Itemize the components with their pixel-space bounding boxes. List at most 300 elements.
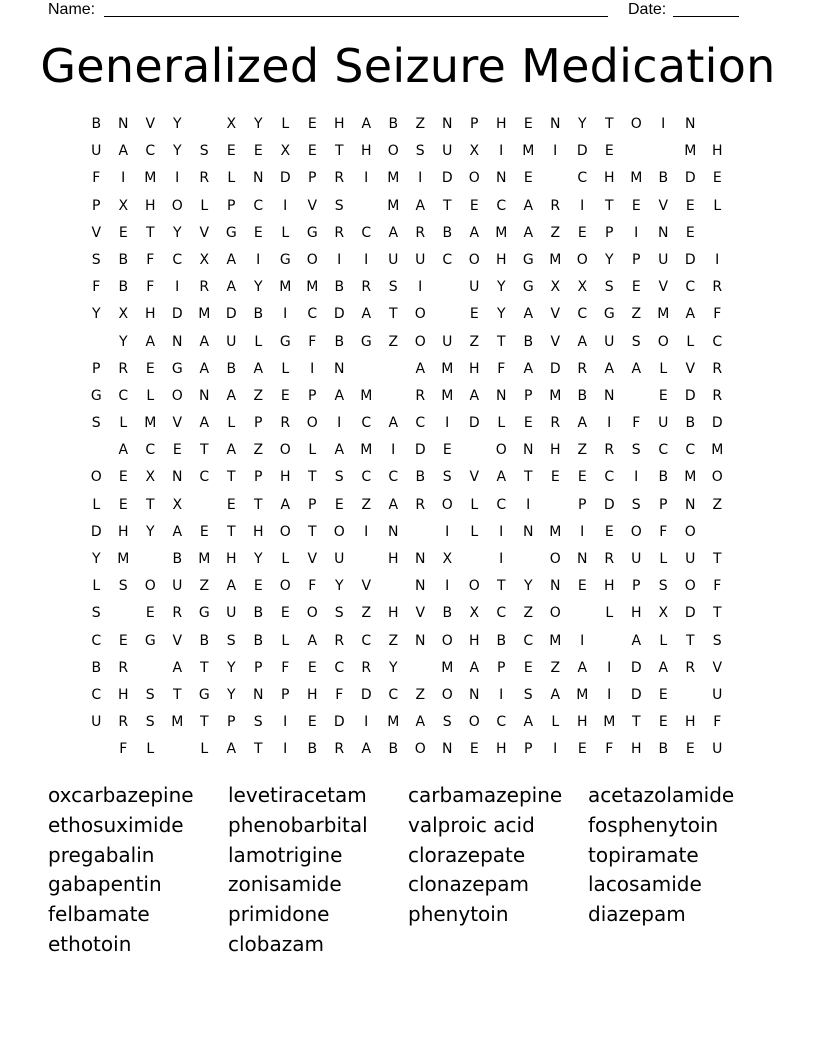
grid-letter[interactable]: R <box>334 632 345 649</box>
grid-letter[interactable]: U <box>442 333 453 350</box>
grid-letter[interactable]: E <box>307 143 318 160</box>
grid-letter[interactable]: I <box>418 279 423 296</box>
grid-letter[interactable]: R <box>361 279 372 296</box>
grid-letter[interactable]: B <box>307 741 318 758</box>
grid-letter[interactable]: D <box>441 170 454 187</box>
grid-letter[interactable]: M <box>684 143 697 160</box>
grid-letter[interactable]: R <box>415 496 426 513</box>
grid-letter[interactable]: C <box>577 306 588 323</box>
grid-letter[interactable]: Y <box>91 306 102 323</box>
grid-letter[interactable]: S <box>631 496 642 513</box>
grid-letter[interactable]: B <box>91 116 102 132</box>
grid-letter[interactable]: B <box>226 360 237 377</box>
grid-letter[interactable]: Z <box>388 632 399 649</box>
grid-letter[interactable]: Z <box>523 605 534 622</box>
grid-letter[interactable]: N <box>172 469 183 486</box>
grid-letter[interactable]: O <box>549 551 562 567</box>
grid-letter[interactable]: V <box>172 632 183 649</box>
grid-letter[interactable]: D <box>711 415 724 432</box>
grid-letter[interactable]: Y <box>388 659 399 676</box>
grid-letter[interactable]: E <box>307 659 318 676</box>
grid-letter[interactable]: R <box>118 360 129 377</box>
grid-letter[interactable]: O <box>90 469 103 486</box>
grid-letter[interactable]: E <box>523 659 534 676</box>
grid-letter[interactable]: Z <box>388 333 399 350</box>
grid-letter[interactable]: Z <box>550 224 561 241</box>
grid-letter[interactable]: H <box>495 741 508 758</box>
grid-letter[interactable]: G <box>198 605 211 622</box>
grid-letter[interactable]: P <box>254 415 263 432</box>
grid-letter[interactable]: A <box>523 306 534 323</box>
grid-letter[interactable]: S <box>631 333 642 350</box>
grid-letter[interactable]: H <box>630 741 643 758</box>
grid-letter[interactable]: B <box>388 116 399 132</box>
grid-letter[interactable]: L <box>281 551 290 567</box>
grid-letter[interactable]: H <box>603 170 616 187</box>
grid-letter[interactable]: S <box>334 605 345 622</box>
grid-letter[interactable]: S <box>145 714 156 731</box>
grid-letter[interactable]: X <box>199 251 210 268</box>
grid-letter[interactable]: H <box>468 360 481 377</box>
grid-letter[interactable]: A <box>199 415 210 432</box>
grid-letter[interactable]: G <box>603 306 616 323</box>
grid-letter[interactable]: I <box>175 279 180 296</box>
grid-letter[interactable]: T <box>712 605 723 622</box>
grid-letter[interactable]: E <box>523 415 534 432</box>
grid-letter[interactable]: R <box>712 360 723 377</box>
grid-letter[interactable]: O <box>279 578 292 595</box>
grid-letter[interactable]: Y <box>523 578 534 595</box>
grid-letter[interactable]: V <box>145 116 156 132</box>
grid-letter[interactable]: V <box>712 659 723 676</box>
grid-letter[interactable]: E <box>118 632 129 649</box>
grid-letter[interactable]: E <box>253 578 264 595</box>
grid-letter[interactable]: Z <box>712 496 723 513</box>
grid-letter[interactable]: A <box>145 333 156 350</box>
grid-letter[interactable]: H <box>468 632 481 649</box>
grid-letter[interactable]: Y <box>577 116 588 132</box>
grid-letter[interactable]: C <box>388 686 399 703</box>
grid-letter[interactable]: U <box>442 143 453 160</box>
grid-letter[interactable]: M <box>576 686 589 703</box>
grid-letter[interactable]: A <box>415 714 426 731</box>
grid-letter[interactable]: Z <box>415 116 426 132</box>
grid-letter[interactable]: I <box>256 251 261 268</box>
grid-letter[interactable]: C <box>199 469 210 486</box>
grid-letter[interactable]: D <box>468 415 481 432</box>
grid-letter[interactable]: I <box>418 170 423 187</box>
grid-letter[interactable]: X <box>226 116 237 132</box>
grid-letter[interactable]: L <box>200 741 209 758</box>
grid-letter[interactable]: N <box>172 333 183 350</box>
grid-letter[interactable]: R <box>712 279 723 296</box>
grid-letter[interactable]: S <box>145 686 156 703</box>
grid-letter[interactable]: C <box>361 469 372 486</box>
grid-letter[interactable]: E <box>577 469 588 486</box>
grid-letter[interactable]: D <box>171 306 184 323</box>
grid-letter[interactable]: G <box>171 360 184 377</box>
grid-letter[interactable]: S <box>334 197 345 214</box>
grid-letter[interactable]: A <box>631 360 642 377</box>
grid-letter[interactable]: A <box>388 415 399 432</box>
grid-letter[interactable]: C <box>523 632 534 649</box>
grid-letter[interactable]: F <box>713 306 722 323</box>
grid-letter[interactable]: V <box>172 415 183 432</box>
grid-letter[interactable]: S <box>631 442 642 459</box>
grid-letter[interactable]: N <box>415 578 426 595</box>
grid-letter[interactable]: E <box>523 116 534 132</box>
grid-letter[interactable]: H <box>387 605 400 622</box>
grid-letter[interactable]: U <box>388 251 399 268</box>
grid-letter[interactable]: H <box>279 469 292 486</box>
grid-letter[interactable]: I <box>310 360 315 377</box>
grid-letter[interactable]: E <box>658 714 669 731</box>
grid-letter[interactable]: U <box>172 578 183 595</box>
grid-letter[interactable]: G <box>279 251 292 268</box>
grid-letter[interactable]: O <box>414 741 427 758</box>
name-blank-line[interactable] <box>104 16 608 17</box>
grid-letter[interactable]: X <box>577 279 588 296</box>
grid-letter[interactable]: E <box>307 116 318 132</box>
grid-letter[interactable]: H <box>684 714 697 731</box>
grid-letter[interactable]: Z <box>361 496 372 513</box>
grid-letter[interactable]: D <box>576 143 589 160</box>
grid-letter[interactable]: H <box>117 686 130 703</box>
grid-letter[interactable]: T <box>145 224 156 241</box>
grid-letter[interactable]: C <box>361 632 372 649</box>
grid-letter[interactable]: F <box>308 333 317 350</box>
grid-letter[interactable]: O <box>468 170 481 187</box>
grid-letter[interactable]: N <box>604 387 615 404</box>
grid-letter[interactable]: U <box>685 551 696 567</box>
grid-letter[interactable]: H <box>711 143 724 160</box>
grid-letter[interactable]: N <box>469 686 480 703</box>
grid-letter[interactable]: N <box>550 578 561 595</box>
grid-letter[interactable]: C <box>253 197 264 214</box>
grid-letter[interactable]: Y <box>604 251 615 268</box>
grid-letter[interactable]: O <box>279 523 292 540</box>
grid-letter[interactable]: S <box>91 605 102 622</box>
grid-letter[interactable]: D <box>333 306 346 323</box>
grid-letter[interactable]: B <box>442 224 453 241</box>
grid-letter[interactable]: M <box>360 442 373 459</box>
grid-letter[interactable]: I <box>634 469 639 486</box>
grid-letter[interactable]: N <box>415 632 426 649</box>
grid-letter[interactable]: H <box>549 442 562 459</box>
grid-letter[interactable]: C <box>361 224 372 241</box>
grid-letter[interactable]: B <box>334 333 345 350</box>
grid-letter[interactable]: B <box>118 251 129 268</box>
grid-letter[interactable]: N <box>685 116 696 132</box>
grid-letter[interactable]: L <box>470 523 479 540</box>
grid-letter[interactable]: P <box>227 197 236 214</box>
grid-letter[interactable]: V <box>550 306 561 323</box>
grid-letter[interactable]: S <box>658 578 669 595</box>
grid-letter[interactable]: M <box>198 306 211 323</box>
grid-letter[interactable]: Z <box>550 659 561 676</box>
grid-letter[interactable]: O <box>306 251 319 268</box>
grid-letter[interactable]: A <box>631 632 642 649</box>
grid-letter[interactable]: V <box>658 279 669 296</box>
grid-letter[interactable]: O <box>441 686 454 703</box>
grid-letter[interactable]: C <box>496 605 507 622</box>
grid-letter[interactable]: I <box>607 415 612 432</box>
grid-letter[interactable]: X <box>469 605 480 622</box>
grid-letter[interactable]: R <box>199 279 210 296</box>
grid-letter[interactable]: N <box>199 387 210 404</box>
grid-letter[interactable]: E <box>118 469 129 486</box>
grid-letter[interactable]: A <box>361 741 372 758</box>
grid-letter[interactable]: E <box>226 143 237 160</box>
grid-letter[interactable]: T <box>199 442 210 459</box>
grid-letter[interactable]: T <box>199 659 210 676</box>
grid-letter[interactable]: L <box>659 551 668 567</box>
grid-letter[interactable]: T <box>226 523 237 540</box>
grid-letter[interactable]: M <box>360 387 373 404</box>
grid-letter[interactable]: A <box>469 659 480 676</box>
grid-letter[interactable]: O <box>576 251 589 268</box>
grid-letter[interactable]: L <box>713 197 722 214</box>
grid-letter[interactable]: Y <box>253 116 264 132</box>
grid-letter[interactable]: A <box>172 523 183 540</box>
grid-letter[interactable]: T <box>712 551 723 567</box>
grid-letter[interactable]: P <box>524 387 533 404</box>
grid-letter[interactable]: X <box>118 197 129 214</box>
grid-letter[interactable]: L <box>605 605 614 622</box>
grid-letter[interactable]: U <box>226 333 237 350</box>
grid-letter[interactable]: I <box>283 741 288 758</box>
grid-letter[interactable]: A <box>226 442 237 459</box>
grid-letter[interactable]: A <box>253 360 264 377</box>
grid-letter[interactable]: D <box>630 686 643 703</box>
grid-letter[interactable]: H <box>117 523 130 540</box>
grid-letter[interactable]: A <box>577 659 588 676</box>
grid-letter[interactable]: E <box>280 605 291 622</box>
grid-letter[interactable]: C <box>496 197 507 214</box>
grid-letter[interactable]: E <box>658 686 669 703</box>
grid-letter[interactable]: F <box>659 523 668 540</box>
grid-letter[interactable]: E <box>307 714 318 731</box>
grid-letter[interactable]: I <box>499 686 504 703</box>
grid-letter[interactable]: G <box>279 333 292 350</box>
grid-letter[interactable]: E <box>118 496 129 513</box>
grid-letter[interactable]: R <box>415 224 426 241</box>
grid-letter[interactable]: M <box>387 197 400 214</box>
grid-letter[interactable]: R <box>280 415 291 432</box>
grid-letter[interactable]: I <box>580 197 585 214</box>
grid-letter[interactable]: L <box>281 116 290 132</box>
grid-letter[interactable]: N <box>442 116 453 132</box>
grid-letter[interactable]: I <box>715 251 720 268</box>
grid-letter[interactable]: P <box>92 360 101 377</box>
grid-letter[interactable]: E <box>577 224 588 241</box>
grid-letter[interactable]: O <box>468 714 481 731</box>
grid-letter[interactable]: O <box>441 496 454 513</box>
grid-letter[interactable]: Y <box>253 551 264 567</box>
grid-letter[interactable]: R <box>712 387 723 404</box>
grid-letter[interactable]: E <box>685 741 696 758</box>
grid-letter[interactable]: A <box>550 686 561 703</box>
grid-letter[interactable]: S <box>415 143 426 160</box>
grid-letter[interactable]: E <box>253 143 264 160</box>
grid-letter[interactable]: D <box>684 170 697 187</box>
grid-letter[interactable]: O <box>495 442 508 459</box>
grid-letter[interactable]: S <box>91 251 102 268</box>
grid-letter[interactable]: C <box>145 143 156 160</box>
grid-letter[interactable]: C <box>172 251 183 268</box>
grid-letter[interactable]: B <box>658 170 669 187</box>
grid-letter[interactable]: A <box>388 496 399 513</box>
grid-letter[interactable]: T <box>307 523 318 540</box>
grid-letter[interactable]: P <box>281 686 290 703</box>
grid-letter[interactable]: C <box>712 333 723 350</box>
grid-letter[interactable]: L <box>281 632 290 649</box>
grid-letter[interactable]: V <box>307 551 318 567</box>
grid-letter[interactable]: I <box>661 116 666 132</box>
grid-letter[interactable]: I <box>337 251 342 268</box>
grid-letter[interactable]: X <box>145 469 156 486</box>
grid-letter[interactable]: I <box>283 197 288 214</box>
grid-letter[interactable]: L <box>92 496 101 513</box>
grid-letter[interactable]: O <box>279 442 292 459</box>
grid-letter[interactable]: E <box>658 387 669 404</box>
grid-letter[interactable]: A <box>226 578 237 595</box>
grid-letter[interactable]: P <box>605 224 614 241</box>
grid-letter[interactable]: C <box>415 415 426 432</box>
grid-letter[interactable]: I <box>607 686 612 703</box>
grid-letter[interactable]: R <box>334 170 345 187</box>
grid-letter[interactable]: A <box>523 197 534 214</box>
grid-letter[interactable]: V <box>685 360 696 377</box>
grid-letter[interactable]: I <box>499 523 504 540</box>
grid-letter[interactable]: E <box>145 605 156 622</box>
grid-letter[interactable]: M <box>522 143 535 160</box>
grid-letter[interactable]: S <box>712 632 723 649</box>
grid-letter[interactable]: O <box>414 333 427 350</box>
grid-letter[interactable]: C <box>361 415 372 432</box>
grid-letter[interactable]: H <box>252 523 265 540</box>
grid-letter[interactable]: M <box>198 551 211 567</box>
grid-letter[interactable]: D <box>549 360 562 377</box>
grid-letter[interactable]: N <box>523 523 534 540</box>
grid-letter[interactable]: I <box>364 523 369 540</box>
grid-letter[interactable]: H <box>630 605 643 622</box>
grid-letter[interactable]: C <box>91 686 102 703</box>
grid-letter[interactable]: L <box>686 333 695 350</box>
grid-letter[interactable]: I <box>526 496 531 513</box>
grid-letter[interactable]: X <box>658 605 669 622</box>
grid-letter[interactable]: L <box>308 442 317 459</box>
grid-letter[interactable]: Y <box>91 551 102 567</box>
grid-letter[interactable]: H <box>360 143 373 160</box>
grid-letter[interactable]: E <box>577 578 588 595</box>
grid-letter[interactable]: O <box>711 469 724 486</box>
grid-letter[interactable]: A <box>226 251 237 268</box>
grid-letter[interactable]: M <box>387 714 400 731</box>
grid-letter[interactable]: A <box>415 197 426 214</box>
grid-letter[interactable]: T <box>496 333 507 350</box>
grid-letter[interactable]: A <box>523 360 534 377</box>
grid-letter[interactable]: P <box>632 578 641 595</box>
grid-letter[interactable]: C <box>496 496 507 513</box>
grid-letter[interactable]: P <box>578 496 587 513</box>
grid-letter[interactable]: H <box>495 251 508 268</box>
grid-letter[interactable]: L <box>227 170 236 187</box>
grid-letter[interactable]: R <box>334 741 345 758</box>
grid-letter[interactable]: A <box>361 306 372 323</box>
grid-letter[interactable]: U <box>658 415 669 432</box>
grid-letter[interactable]: O <box>333 523 346 540</box>
grid-letter[interactable]: A <box>577 333 588 350</box>
grid-letter[interactable]: G <box>522 279 535 296</box>
grid-letter[interactable]: M <box>441 387 454 404</box>
grid-letter[interactable]: I <box>634 224 639 241</box>
grid-letter[interactable]: P <box>254 659 263 676</box>
grid-letter[interactable]: L <box>281 360 290 377</box>
grid-letter[interactable]: N <box>253 170 264 187</box>
grid-letter[interactable]: X <box>550 279 561 296</box>
grid-letter[interactable]: P <box>227 714 236 731</box>
grid-letter[interactable]: U <box>658 251 669 268</box>
grid-letter[interactable]: A <box>469 387 480 404</box>
grid-letter[interactable]: B <box>253 306 264 323</box>
grid-letter[interactable]: E <box>172 442 183 459</box>
grid-letter[interactable]: R <box>172 605 183 622</box>
grid-letter[interactable]: L <box>497 415 506 432</box>
grid-letter[interactable]: R <box>550 197 561 214</box>
grid-letter[interactable]: M <box>279 279 292 296</box>
grid-letter[interactable]: I <box>553 143 558 160</box>
grid-letter[interactable]: V <box>91 224 102 241</box>
grid-letter[interactable]: R <box>577 360 588 377</box>
grid-letter[interactable]: E <box>631 197 642 214</box>
grid-letter[interactable]: M <box>630 170 643 187</box>
grid-letter[interactable]: B <box>334 279 345 296</box>
grid-letter[interactable]: S <box>442 469 453 486</box>
grid-letter[interactable]: S <box>91 415 102 432</box>
grid-letter[interactable]: L <box>470 496 479 513</box>
grid-letter[interactable]: X <box>172 496 183 513</box>
grid-letter[interactable]: R <box>199 170 210 187</box>
grid-letter[interactable]: T <box>604 116 615 132</box>
grid-letter[interactable]: Y <box>172 224 183 241</box>
grid-letter[interactable]: O <box>630 116 643 132</box>
grid-letter[interactable]: Y <box>172 116 183 132</box>
date-blank-line[interactable] <box>673 16 739 17</box>
grid-letter[interactable]: I <box>499 143 504 160</box>
grid-letter[interactable]: C <box>685 442 696 459</box>
grid-letter[interactable]: O <box>171 387 184 404</box>
grid-letter[interactable]: N <box>118 116 129 132</box>
grid-letter[interactable]: F <box>308 578 317 595</box>
grid-letter[interactable]: Y <box>145 523 156 540</box>
grid-letter[interactable]: U <box>91 714 102 731</box>
grid-letter[interactable]: P <box>308 170 317 187</box>
grid-letter[interactable]: I <box>175 170 180 187</box>
grid-letter[interactable]: N <box>658 224 669 241</box>
grid-letter[interactable]: B <box>199 632 210 649</box>
grid-letter[interactable]: E <box>604 143 615 160</box>
grid-letter[interactable]: I <box>445 523 450 540</box>
grid-letter[interactable]: Z <box>253 387 264 404</box>
grid-letter[interactable]: Y <box>496 279 507 296</box>
grid-letter[interactable]: M <box>144 415 157 432</box>
grid-letter[interactable]: B <box>172 551 183 567</box>
grid-letter[interactable]: P <box>524 741 533 758</box>
grid-letter[interactable]: O <box>630 523 643 540</box>
grid-letter[interactable]: S <box>226 632 237 649</box>
grid-letter[interactable]: E <box>685 224 696 241</box>
